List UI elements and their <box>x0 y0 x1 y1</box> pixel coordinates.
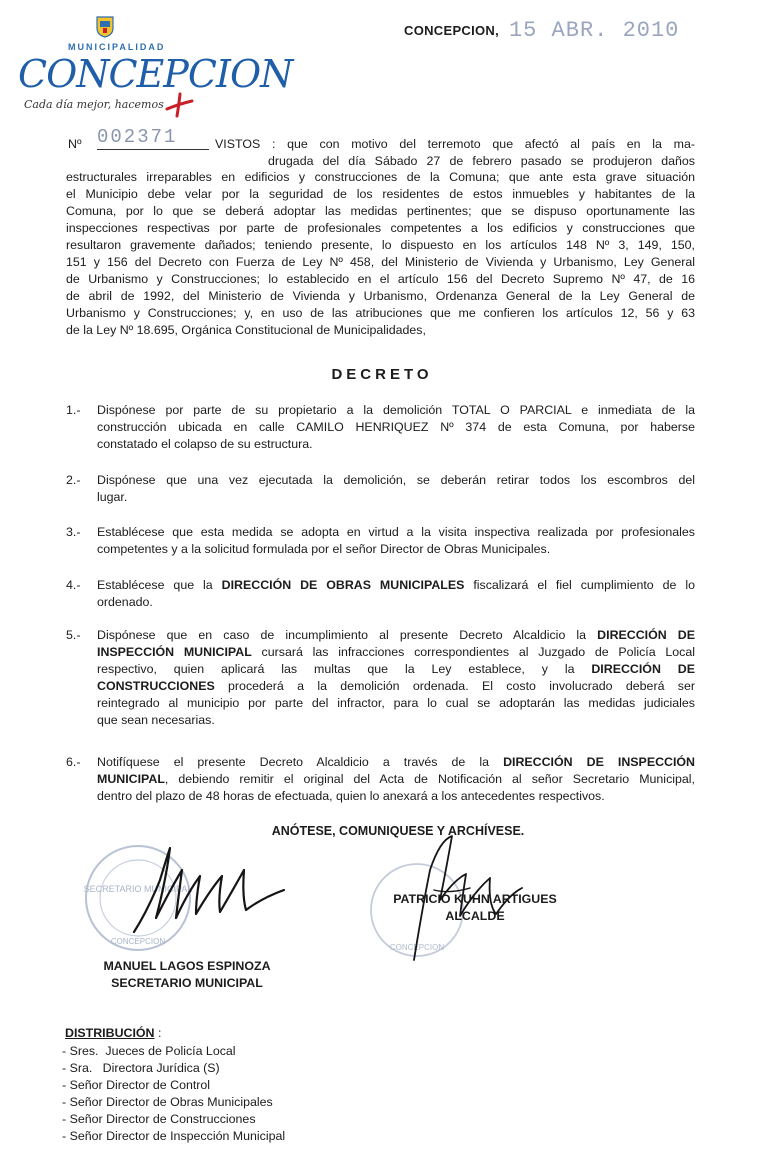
article-number: 3.- <box>66 525 81 539</box>
article-line <box>97 578 695 595</box>
distribution-title-text: DISTRIBUCIÓN <box>65 1026 155 1040</box>
logo-slogan: Cada día mejor, hacemos <box>24 98 164 111</box>
vistos-text-line: estructurales irreparables en edificios y construcciones de la Comuna; que ante esta grave situación <box>66 170 695 184</box>
bold-text-run: DIRECCIÓN DE INSPECCIÓN <box>503 755 696 769</box>
bold-text-run: INSPECCIÓN MUNICIPAL <box>97 645 252 659</box>
article-line: Dispónese que una vez ejecutada la demolición, se deberán retirar todos los escombros del <box>97 473 695 487</box>
decree-number-value: 002371 <box>97 126 209 150</box>
seal-city-text: CONCEPCION <box>110 937 166 946</box>
date-stamp: 15 ABR. 2010 <box>508 18 680 43</box>
bold-text-run: DIRECCIÓN DE <box>597 628 696 642</box>
article-line: dentro del plazo de 48 horas de efectuada, quien lo anexará a los antecedentes respectivos. <box>97 789 605 803</box>
article-line <box>97 662 695 679</box>
article-line <box>97 772 695 789</box>
article-line: lugar. <box>97 490 128 504</box>
distribution-item: - Señor Director de Control <box>62 1078 211 1092</box>
text-run: , debiendo remitir el original del Acta de Notificación al señor Secretario Municipal, <box>164 772 695 786</box>
distribution-item: - Señor Director de Construcciones <box>62 1112 256 1126</box>
vistos-text-line: Comuna, por lo que se deberá adoptar las medidas pertinentes; que se dispuso oportunamente las <box>66 204 695 218</box>
article-text <box>97 403 695 454</box>
article-line: competentes y a la solicitud formulada por el señor Director de Obras Municipales. <box>97 542 551 556</box>
text-run: cursará las infracciones correspondientes al Juzgado de Policía Local <box>251 645 695 659</box>
bold-text-run: DIRECCIÓN DE <box>591 662 695 676</box>
decree-heading: DECRETO <box>331 366 433 383</box>
place-text: CONCEPCION, <box>404 23 500 38</box>
secretary-signature-block <box>60 958 314 992</box>
distribution-title <box>65 1026 161 1040</box>
logo-wordmark: CONCEPCION <box>18 52 293 96</box>
mayor-signature <box>400 830 535 970</box>
text-run: fiscalizará el fiel cumplimiento de lo <box>464 578 695 592</box>
place-date <box>404 18 679 43</box>
secretary-title: SECRETARIO MUNICIPAL <box>111 976 263 990</box>
closing-formula: ANÓTESE, COMUNIQUESE Y ARCHÍVESE. <box>271 824 525 838</box>
vistos-text-line: el Municipio debe velar por la seguridad de los residentes de estos inmuebles y habitantes de la <box>66 187 695 201</box>
distribution-title-suffix: : <box>154 1026 162 1040</box>
logo-municipality-text: MUNICIPALIDAD <box>68 42 166 52</box>
vistos-text-line: de Urbanismo y Construcciones; lo establecido en el artículo 156 del Decreto Supremo Nº 47, de 16 <box>66 272 695 286</box>
coat-of-arms-icon <box>96 16 114 38</box>
bold-text-run: DIRECCIÓN DE OBRAS MUNICIPALES <box>221 578 465 592</box>
seal-city-text: CONCEPCION <box>389 943 445 952</box>
text-run: Establécese que la <box>97 578 222 592</box>
article-number: 1.- <box>66 403 81 417</box>
article-text <box>97 525 695 559</box>
distribution-item: - Señor Director de Obras Municipales <box>62 1095 273 1109</box>
distribution-item: - Sra. Directora Jurídica (S) <box>62 1061 220 1075</box>
article-line: reintegrado al municipio por parte del infractor, para lo cual se adoptarán las medidas judiciales <box>97 696 695 710</box>
text-run: procederá a la demolición ordenada. El costo involucrado deberá ser <box>214 679 695 693</box>
secretary-name: MANUEL LAGOS ESPINOZA <box>103 959 271 973</box>
vistos-line-2: drugada del día Sábado 27 de febrero pasado se produjeron daños <box>268 154 695 168</box>
vistos-text-line: 151 y 156 del Decreto con Fuerza de Ley Nº 458, del Ministerio de Vivienda y Urbanismo, Ley General <box>66 255 695 269</box>
article-text <box>97 755 695 806</box>
vistos-line-1: VISTOS : que con motivo del terremoto que afectó al país en la ma- <box>215 137 695 151</box>
article-number: 4.- <box>66 578 81 592</box>
distribution-item: - Sres. Jueces de Policía Local <box>62 1044 236 1058</box>
article-line: ordenado. <box>97 595 153 609</box>
seal-text: SECRETARIO MUNICIPAL <box>83 884 193 894</box>
article-text <box>97 473 695 507</box>
vistos-text-line: de abril de 1992, del Ministerio de Vivienda y Urbanismo, Ordenanza General de la Ley General de <box>66 289 695 303</box>
vistos-text-line: inspecciones respectivas por parte de profesionales competentes a los edificios y construcciones que <box>66 221 695 235</box>
article-number: 2.- <box>66 473 81 487</box>
article-text <box>97 628 695 730</box>
article-line: que sean necesarias. <box>97 713 215 727</box>
article-number: 6.- <box>66 755 81 769</box>
text-run: respectivo, quien aplicará las multas que la Ley establece, y la <box>97 662 592 676</box>
article-line: construcción ubicada en calle CAMILO HENRIQUEZ Nº 374 de esta Comuna, por haberse <box>97 420 695 434</box>
text-run: Notifíquese el presente Decreto Alcaldicio a través de la <box>97 755 504 769</box>
distribution-item: - Señor Director de Inspección Municipal <box>62 1129 286 1143</box>
vistos-text-line: de la Ley Nº 18.695, Orgánica Constitucional de Municipalidades, <box>66 323 426 337</box>
bold-text-run: MUNICIPAL <box>97 772 165 786</box>
vistos-paragraph <box>66 170 695 340</box>
text-run: Dispónese que en caso de incumplimiento al presente Decreto Alcaldicio la <box>97 628 598 642</box>
article-line <box>97 628 695 645</box>
bold-text-run: CONSTRUCCIONES <box>97 679 215 693</box>
mayor-title: ALCALDE <box>445 909 505 923</box>
vistos-text-line: resultaron gravemente dañados; teniendo presente, lo dispuesto en los artículos 148 Nº 3, 149, 150, <box>66 238 695 252</box>
vistos-text-line: Urbanismo y Construcciones; y, en uso de las atribuciones que me confieren los artículos 12, 56 y 63 <box>66 306 695 320</box>
decree-number-label: Nº <box>68 137 82 151</box>
mayor-name: PATRICIO KUHN ARTIGUES <box>393 892 557 906</box>
article-number: 5.- <box>66 628 81 642</box>
distribution-list <box>62 1043 285 1145</box>
article-line: Establécese que esta medida se adopta en virtud a la visita inspectiva realizada por profesionales <box>97 525 695 539</box>
article-line <box>97 645 695 662</box>
article-text <box>97 578 695 612</box>
article-line: constatado el colapso de su estructura. <box>97 437 313 451</box>
municipality-logo <box>16 16 293 124</box>
article-line <box>97 755 695 772</box>
article-line <box>97 679 695 696</box>
secretary-signature <box>130 840 290 940</box>
red-cross-icon <box>164 92 194 118</box>
article-line: Dispónese por parte de su propietario a la demolición TOTAL O PARCIAL e inmediata de la <box>97 403 695 417</box>
